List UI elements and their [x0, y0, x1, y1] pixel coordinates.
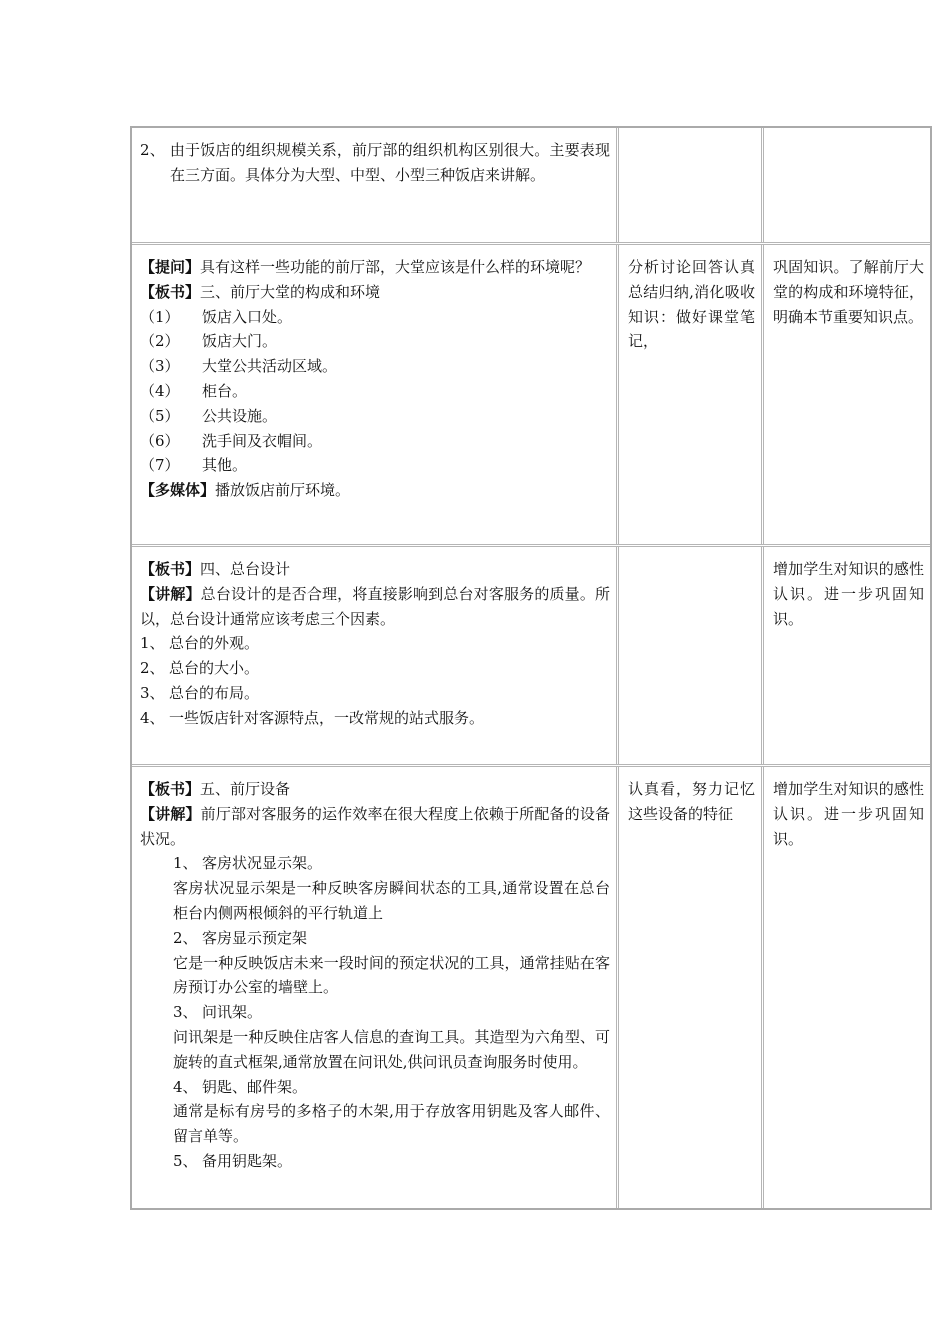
item-text: 钥匙、邮件架。	[202, 1077, 308, 1096]
table-row	[132, 245, 930, 547]
student-activity-cell	[619, 245, 764, 544]
item-text: 大堂公共活动区域。	[202, 357, 338, 376]
item-number: （1）	[140, 307, 180, 326]
equipment-title	[140, 1075, 610, 1100]
equipment-title	[140, 851, 610, 876]
item-number: 3、	[173, 1003, 198, 1022]
table-row	[132, 767, 930, 1208]
item-text: 备用钥匙架。	[202, 1151, 293, 1170]
list-item	[140, 681, 610, 706]
question-paragraph	[140, 255, 610, 280]
item-number: 4、	[173, 1077, 198, 1096]
item-number: 4、	[140, 708, 165, 727]
student-activity-cell	[619, 767, 764, 1208]
item-number: 1、	[140, 634, 165, 653]
item-text: 总台的布局。	[169, 683, 260, 702]
list-item	[140, 429, 610, 454]
item-number: 2、	[173, 928, 198, 947]
list-item	[140, 379, 610, 404]
design-purpose-text: 巩固知识。了解前厅大堂的构成和环境特征，明确本节重要知识点。	[773, 258, 924, 326]
item-text: 饭店入口处。	[202, 307, 293, 326]
equipment-description: 客房状况显示架是一种反映客房瞬间状态的工具,通常设置在总台柜台内侧两根倾斜的平行轨道上	[173, 879, 610, 922]
lesson-plan-table	[130, 126, 932, 1210]
item-number: 3、	[140, 683, 165, 702]
item-number: （6）	[140, 431, 180, 450]
board-tag: 【板书】	[140, 282, 201, 301]
design-purpose-text: 增加学生对知识的感性认识。进一步巩固知识。	[773, 780, 924, 848]
board-heading	[140, 557, 610, 582]
item-text: 洗手间及衣帽间。	[202, 431, 323, 450]
student-activity-text: 认真看，努力记忆这些设备的特征	[628, 780, 755, 823]
item-text: 柜台。	[202, 381, 248, 400]
explain-paragraph	[140, 582, 610, 632]
board-heading	[140, 280, 610, 305]
media-text: 播放饭店前厅环境。	[215, 481, 351, 500]
explain-tag: 【讲解】	[140, 584, 201, 603]
item-text: 一些饭店针对客源特点，一改常规的站式服务。	[169, 708, 485, 727]
media-line	[140, 478, 610, 503]
question-text: 具有这样一些功能的前厅部，大堂应该是什么样的环境呢？	[200, 258, 591, 276]
content-cell	[132, 547, 619, 764]
item-number: （5）	[140, 406, 180, 425]
item-number: （4）	[140, 381, 180, 400]
equipment-title	[140, 926, 610, 951]
student-activity-text: 分析讨论回答认真总结归纳,消化吸收知识：做好课堂笔记，	[628, 258, 755, 351]
item-number: 2、	[140, 659, 165, 678]
list-item	[140, 453, 610, 478]
explain-paragraph	[140, 802, 610, 852]
item-text: 问讯架。	[202, 1003, 263, 1022]
student-activity-cell	[619, 547, 764, 764]
board-tag: 【板书】	[140, 560, 201, 578]
explain-text: 前厅部对客服务的运作效率在很大程度上依赖于所配备的设备状况。	[140, 804, 610, 848]
student-activity-cell	[619, 128, 764, 242]
item-number: 5、	[173, 1151, 198, 1170]
item-number: （2）	[140, 332, 180, 351]
board-tag: 【板书】	[140, 780, 201, 798]
table-row	[132, 128, 930, 245]
question-tag: 【提问】	[140, 258, 201, 276]
item-text: 公共设施。	[202, 406, 278, 425]
equipment-description: 它是一种反映饭店未来一段时间的预定状况的工具，通常挂贴在客房预订办公室的墙壁上。	[173, 953, 610, 997]
explain-text: 总台设计的是否合理，将直接影响到总台对客服务的质量。所以，总台设计通常应该考虑三个因素。	[140, 584, 610, 628]
equipment-description: 通常是标有房号的多格子的木架,用于存放客用钥匙及客人邮件、留言单等。	[173, 1102, 610, 1146]
list-item	[140, 631, 610, 656]
list-item	[140, 656, 610, 681]
list-item	[140, 329, 610, 354]
table-row	[132, 547, 930, 767]
item-number: 1、	[173, 854, 198, 873]
design-purpose-text: 增加学生对知识的感性认识。进一步巩固知识。	[773, 560, 924, 628]
board-heading	[140, 777, 610, 802]
list-item	[140, 305, 610, 330]
explain-tag: 【讲解】	[140, 804, 201, 823]
list-item	[140, 404, 610, 429]
equipment-title	[140, 1000, 610, 1025]
item-text: 总台的外观。	[169, 634, 260, 653]
item-number: （3）	[140, 357, 180, 376]
content-cell	[132, 128, 619, 242]
design-purpose-cell	[764, 245, 930, 544]
list-item	[140, 354, 610, 379]
board-text: 四、总台设计	[200, 560, 291, 578]
equipment-description: 问讯架是一种反映住店客人信息的查询工具。其造型为六角型、可旋转的直式框架,通常放置在问讯处,供问讯员查询服务时使用。	[173, 1027, 610, 1071]
item-text: 客房显示预定架	[202, 928, 308, 947]
item-number: （7）	[140, 456, 180, 475]
content-paragraph: 2、 由于饭店的组织规模关系，前厅部的组织机构区别很大。主要表现在三方面。具体分为大型、中型、小型三种饭店来讲解。	[140, 141, 610, 184]
media-tag: 【多媒体】	[140, 481, 216, 500]
item-text: 其他。	[202, 456, 248, 475]
board-text: 三、前厅大堂的构成和环境	[200, 282, 381, 301]
list-item	[140, 706, 610, 731]
equipment-title	[140, 1149, 610, 1174]
content-cell	[132, 245, 619, 544]
design-purpose-cell	[764, 547, 930, 764]
item-text: 总台的大小。	[169, 659, 260, 678]
design-purpose-cell	[764, 128, 930, 242]
board-text: 五、前厅设备	[200, 780, 291, 798]
content-cell	[132, 767, 619, 1208]
item-text: 饭店大门。	[202, 332, 278, 351]
item-text: 客房状况显示架。	[202, 854, 323, 873]
design-purpose-cell	[764, 767, 930, 1208]
